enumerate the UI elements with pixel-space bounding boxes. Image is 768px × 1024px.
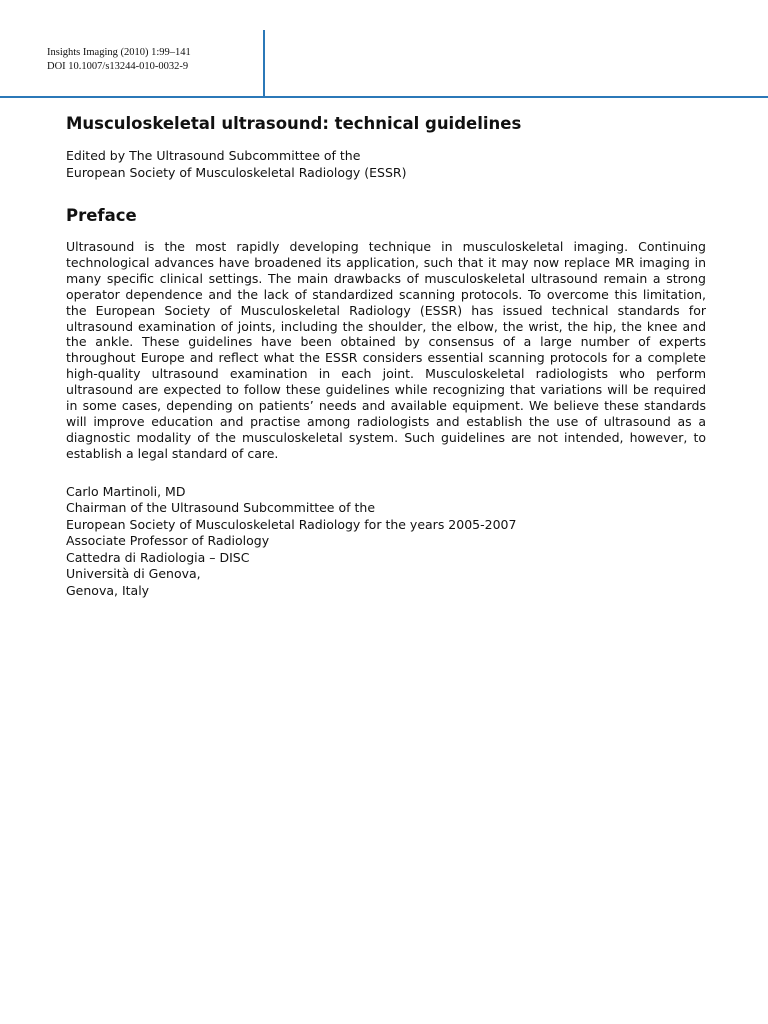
signature-name: Carlo Martinoli, MD xyxy=(66,483,186,499)
signature-line: Associate Professor of Radiology xyxy=(66,533,270,549)
editors-block xyxy=(66,148,706,181)
article-content xyxy=(66,112,706,599)
header-vertical-rule xyxy=(263,30,265,96)
section-heading-preface: Preface xyxy=(66,206,137,225)
signature-line: Università di Genova, xyxy=(66,566,201,582)
doi-line: DOI 10.1007/s13244-010-0032-9 xyxy=(47,61,189,72)
document-title: Musculoskeletal ultrasound: technical guidelines xyxy=(66,114,522,133)
signature-line: European Society of Musculoskeletal Radiology for the years 2005-2007 xyxy=(66,516,517,532)
journal-citation xyxy=(47,46,191,74)
editors-line: European Society of Musculoskeletal Radiology (ESSR) xyxy=(66,164,407,180)
header-horizontal-rule xyxy=(0,96,768,98)
signature-line: Genova, Italy xyxy=(66,582,150,598)
preface-paragraph: Ultrasound is the most rapidly developing technique in musculoskeletal imaging. Continuing technological advances have broadened its application, such that it may now replace MR imaging in many specific clinical settings. The main drawbacks of musculoskeletal ultrasound remain a strong operator dependence and the lack of standardized scanning protocols. To overcome this limitation, the European Society of Musculoskeletal Radiology (ESSR) has issued technical standards for ultrasound examination of joints, including the shoulder, the elbow, the wrist, the hip, the knee and the ankle. These guidelines have been obtained by consensus of a large number of experts throughout Europe and reflect what the ESSR considers essential scanning protocols for a complete high-quality ultrasound examination in each joint. Musculoskeletal radiologists who perform ultrasound are expected to follow these guidelines while recognizing that variations will be required in some cases, depending on patients’ needs and available equipment. We believe these standards will improve education and practise among radiologists and establish the use of ultrasound as a diagnostic modality of the musculoskeletal system. Such guidelines are not intended, however, to establish a legal standard of care. xyxy=(66,239,706,461)
signature-line: Cattedra di Radiologia – DISC xyxy=(66,549,250,565)
editors-line: Edited by The Ultrasound Subcommittee of the xyxy=(66,148,361,163)
signature-block xyxy=(66,484,706,600)
journal-line: Insights Imaging (2010) 1:99–141 xyxy=(47,47,191,58)
signature-line: Chairman of the Ultrasound Subcommittee of the xyxy=(66,500,376,516)
